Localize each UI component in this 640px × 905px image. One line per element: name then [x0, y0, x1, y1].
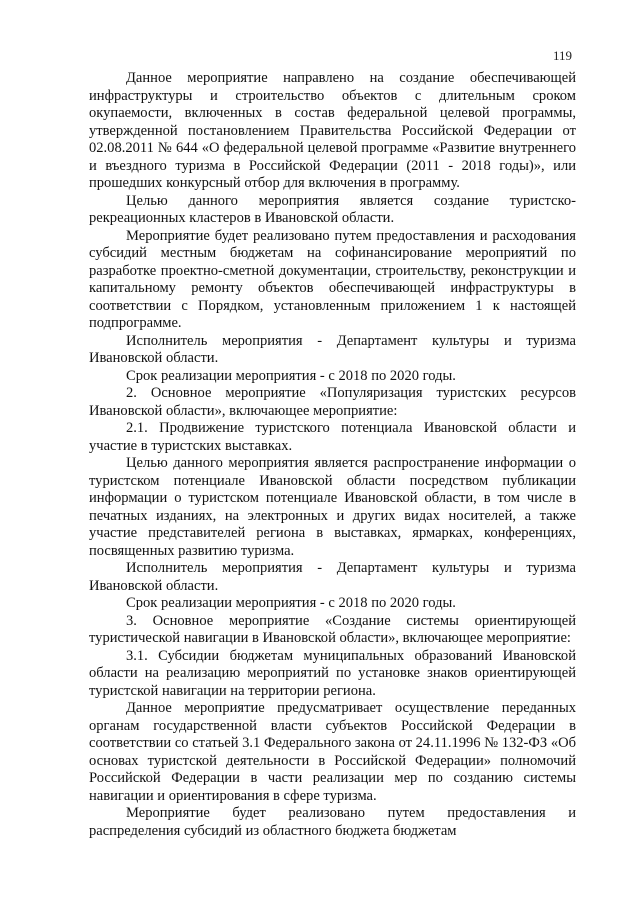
paragraph-main-measure-3: 3. Основное мероприятие «Создание системы ориентирующей туристической навигации в Ивановской области», включающее мероприятие:	[89, 612, 576, 646]
paragraph-infrastructure-description: Данное мероприятие направлено на создание обеспечивающей инфраструктуры и строительство объектов с длительным сроком окупаемости, включенных в состав федеральной целевой программы, утвержденной постановлением Правительства Российской Федерации от 02.08.2011 № 644 «О федеральной целевой программе «Развитие внутреннего и въездного туризма в Российской Федерации (2011 - 2018 годы)», или прошедших конкурсный отбор для включения в программу.	[89, 70, 576, 191]
paragraph-subsidy-implementation: Мероприятие будет реализовано путем предоставления и расходования субсидий местным бюджетам на софинансирование мероприятий по разработке проектно-сметной документации, строительству, реконструкции и капитальному ремонту объектов обеспечивающей инфраструктуры в соответствии с Порядком, установленным приложением 1 к настоящей подпрограмме.	[89, 227, 576, 331]
paragraph-goal-information: Целью данного мероприятия является распространение информации о туристском потенциале Ивановской области посредством публикации информации о туристском потенциале Ивановской области, в том числе в печатных изданиях, на электронных и других видах носителей, а также участие представителей региона в выставках, ярмарках, конференциях, посвященных развитию туризма.	[89, 455, 576, 559]
paragraph-period-2: Срок реализации мероприятия - с 2018 по 2020 годы.	[126, 595, 456, 611]
paragraph-executor-2: Исполнитель мероприятия - Департамент культуры и туризма Ивановской области.	[89, 560, 576, 594]
paragraph-main-measure-2: 2. Основное мероприятие «Популяризация туристских ресурсов Ивановской области», включающее мероприятие:	[89, 385, 576, 419]
paragraph-powers-transfer: Данное мероприятие предусматривает осуществление переданных органам государственной власти субъектов Российской Федерации в соответствии со статьей 3.1 Федерального закона от 24.11.1996 № 132-ФЗ «Об основах туристской деятельности в Российской Федерации» полномочий Российской Федерации в части реализации мер по созданию системы навигации и ориентирования в сфере туризма.	[89, 700, 576, 804]
page-number: 119	[552, 48, 572, 63]
document-body	[89, 70, 576, 840]
paragraph-period-1: Срок реализации мероприятия - с 2018 по 2020 годы.	[126, 367, 456, 384]
paragraph-executor-1: Исполнитель мероприятия - Департамент культуры и туризма Ивановской области.	[89, 332, 576, 366]
paragraph-measure-2-1: 2.1. Продвижение туристского потенциала Ивановской области и участие в туристских выставках.	[89, 420, 576, 454]
paragraph-subsidy-distribution: Мероприятие будет реализовано путем предоставления и распределения субсидий из областного бюджета бюджетам	[89, 805, 576, 839]
paragraph-goal-clusters: Целью данного мероприятия является создание туристско-рекреационных кластеров в Ивановской области.	[89, 192, 576, 226]
paragraph-measure-3-1: 3.1. Субсидии бюджетам муниципальных образований Ивановской области на реализацию мероприятий по установке знаков ориентирующей туристской навигации на территории региона.	[89, 647, 576, 699]
